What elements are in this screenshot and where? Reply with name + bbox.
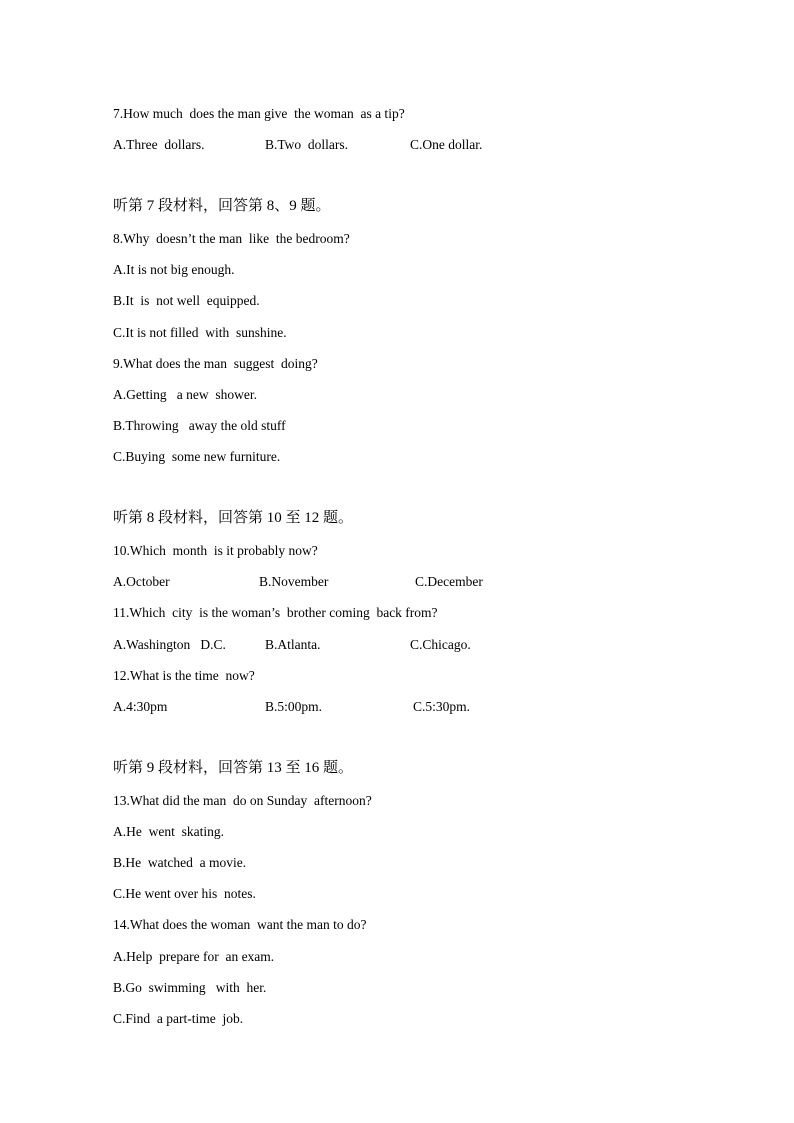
q9-option-c: C.Buying some new furniture. bbox=[113, 449, 281, 464]
q10-option-a: A.October bbox=[113, 574, 170, 589]
q12-option-a: A.4:30pm bbox=[113, 699, 168, 714]
question-10: 10.Which month is it probably now? bbox=[113, 543, 318, 558]
q10-option-b: B.November bbox=[259, 574, 329, 589]
question-11: 11.Which city is the woman’s brother coming back from? bbox=[113, 605, 438, 620]
q13-option-b: B.He watched a movie. bbox=[113, 855, 247, 870]
q11-option-a: A.Washington D.C. bbox=[113, 637, 226, 652]
q13-option-c: C.He went over his notes. bbox=[113, 886, 256, 901]
q14-option-b: B.Go swimming with her. bbox=[113, 980, 267, 995]
q14-option-a: A.Help prepare for an exam. bbox=[113, 949, 275, 964]
question-12: 12.What is the time now? bbox=[113, 668, 255, 683]
question-13: 13.What did the man do on Sunday afternoon? bbox=[113, 793, 372, 808]
question-7: 7.How much does the man give the woman as a tip? bbox=[113, 106, 405, 121]
q12-option-b: B.5:00pm. bbox=[265, 699, 323, 714]
q7-option-b: B.Two dollars. bbox=[265, 137, 349, 152]
q7-option-c: C.One dollar. bbox=[410, 137, 483, 152]
q13-option-a: A.He went skating. bbox=[113, 824, 224, 839]
section-7-heading: 听第 7 段材料，回答第 8、9 题。 bbox=[113, 198, 331, 214]
section-9-heading: 听第 9 段材料，回答第 13 至 16 题。 bbox=[113, 760, 354, 776]
question-14: 14.What does the woman want the man to do? bbox=[113, 917, 367, 932]
question-9: 9.What does the man suggest doing? bbox=[113, 356, 318, 371]
q10-option-c: C.December bbox=[415, 574, 483, 589]
q8-option-c: C.It is not filled with sunshine. bbox=[113, 325, 287, 340]
q7-option-a: A.Three dollars. bbox=[113, 137, 205, 152]
section-8-heading: 听第 8 段材料，回答第 10 至 12 题。 bbox=[113, 510, 354, 526]
q8-option-b: B.It is not well equipped. bbox=[113, 293, 260, 308]
q11-option-c: C.Chicago. bbox=[410, 637, 471, 652]
question-8: 8.Why doesn’t the man like the bedroom? bbox=[113, 231, 350, 246]
q8-option-a: A.It is not big enough. bbox=[113, 262, 235, 277]
q9-option-b: B.Throwing away the old stuff bbox=[113, 418, 286, 433]
q12-option-c: C.5:30pm. bbox=[413, 699, 471, 714]
q9-option-a: A.Getting a new shower. bbox=[113, 387, 257, 402]
q11-option-b: B.Atlanta. bbox=[265, 637, 321, 652]
q14-option-c: C.Find a part-time job. bbox=[113, 1011, 244, 1026]
